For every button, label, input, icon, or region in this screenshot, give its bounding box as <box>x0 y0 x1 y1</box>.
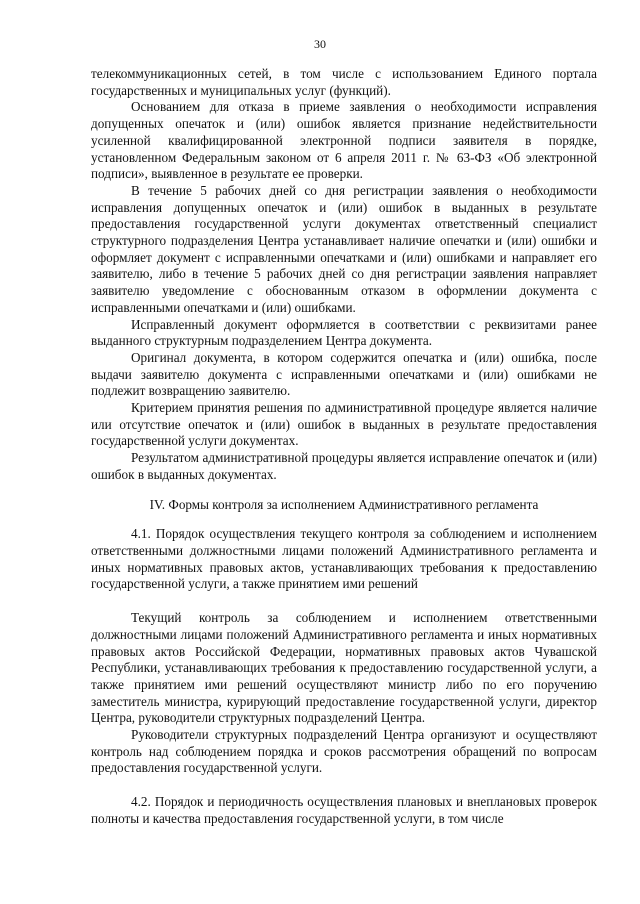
paragraph-correction-period: В течение 5 рабочих дней со дня регистрации заявления о необходимости исправления допущенных опечаток и (или) ошибок в выданных в результате предоставления государственной услуги документах ответственный специалист структурного подразделения Центра устанавливает наличие опечатки и (или) ошибки и оформляет документ с исправленными опечатками и (или) ошибками и направляет его заявителю, либо в течение 5 рабочих дней со дня регистрации заявления направляет заявителю уведомление с обоснованным отказом в оформлении документа с исправленными опечатками и (или) ошибками. <box>91 182 597 315</box>
subsection-heading-4-2: 4.2. Порядок и периодичность осуществления плановых и внеплановых проверок полноты и качества предоставления государственной услуги, в том числе <box>91 794 597 826</box>
page-number: 30 <box>314 37 326 51</box>
section-heading: IV. Формы контроля за исполнением Административного регламента <box>149 496 539 512</box>
paragraph-original-document: Оригинал документа, в котором содержится опечатка и (или) ошибка, после выдачи заявителю документа с исправленными опечатками и (или) ошибками не подлежит возвращению заявителю. <box>91 349 597 399</box>
paragraph-continuation: телекоммуникационных сетей, в том числе с использованием Единого портала государственных и муниципальных услуг (функций). <box>91 66 597 98</box>
document-body <box>91 66 597 828</box>
paragraph-decision-criterion: Критерием принятия решения по административной процедуре является наличие или отсутствие опечаток и (или) ошибок в выданных в результате предоставления государственной услуги документах. <box>91 400 597 449</box>
subsection-heading-4-1: 4.1. Порядок осуществления текущего контроля за соблюдением и исполнением ответственными должностными лицами положений Административного регламента и иных нормативных правовых актов, устанавливающих требования к предоставлению государственной услуги, а также принятием ими решений <box>91 526 597 592</box>
paragraph-current-control: Текущий контроль за соблюдением и исполнением ответственными должностными лицами положений Административного регламента и иных нормативных правовых актов Российской Федерации, нормативных правовых актов Чувашской Республики, устанавливающих требования к предоставлению государственной услуги, а также принятием ими решений осуществляют министр либо по его поручению заместитель министра, курирующий предоставление государственной услуги, директор Центра, руководители структурных подразделений Центра. <box>91 610 597 726</box>
paragraph-department-heads: Руководители структурных подразделений Центра организуют и осуществляют контроль над соблюдением порядка и сроков рассмотрения обращений по вопросам предоставления государственной услуги. <box>91 727 597 776</box>
paragraph-refusal-grounds: Основанием для отказа в приеме заявления о необходимости исправления допущенных опечаток и (или) ошибок является признание недействительности усиленной квалифицированной электронной подписи заявителя в порядке, установленном Федеральным законом от 6 апреля 2011 г. № 63-ФЗ «Об электронной подписи», выявленное в результате ее проверки. <box>91 99 597 182</box>
paragraph-procedure-result: Результатом административной процедуры является исправление опечаток и (или) ошибок в выданных документах. <box>91 450 597 482</box>
paragraph-corrected-document: Исправленный документ оформляется в соответствии с реквизитами ранее выданного структурным подразделением Центра документа. <box>91 316 597 349</box>
